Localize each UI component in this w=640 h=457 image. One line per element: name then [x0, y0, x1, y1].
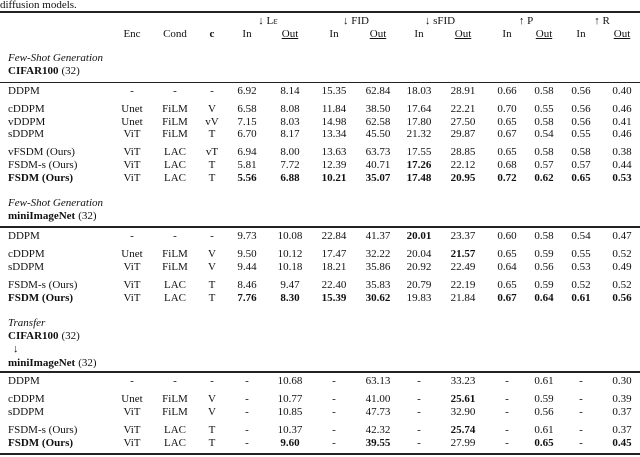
table-cell: -: [505, 393, 509, 405]
table-cell: 0.53: [571, 261, 591, 273]
method-name: FSDM-s (Ours): [8, 159, 78, 171]
table-cell: 13.34: [321, 128, 347, 140]
table-cell: Unet: [121, 393, 143, 405]
table-cell: FiLM: [162, 248, 188, 260]
table-cell: vV: [205, 116, 219, 128]
table-cell: 10.12: [277, 248, 303, 260]
table-cell: 20.95: [450, 172, 476, 184]
table-cell: -: [173, 85, 177, 97]
table-cell: 27.99: [450, 437, 476, 449]
method-name: DDPM: [8, 375, 40, 387]
table-cell: 20.79: [406, 279, 432, 291]
table-cell: T: [208, 159, 216, 171]
table-cell: 10.08: [277, 230, 303, 242]
column-header: In: [576, 28, 586, 40]
metric-group-header: ↑ P: [518, 15, 534, 27]
method-name: vDDPM: [8, 116, 46, 128]
table-cell: 0.47: [612, 230, 632, 242]
table-cell: 0.59: [534, 279, 554, 291]
bottom-rule: [0, 453, 640, 455]
table-cell: -: [417, 393, 421, 405]
target-dataset: [8, 357, 97, 369]
table-cell: 22.49: [450, 261, 476, 273]
table-cell: 14.98: [321, 116, 347, 128]
table-cell: 10.85: [277, 406, 303, 418]
table-cell: ViT: [123, 279, 141, 291]
method-name: FSDM (Ours): [8, 172, 74, 184]
section-setting: Few-Shot Generation: [8, 52, 104, 64]
table-cell: -: [505, 437, 509, 449]
metric-group-header: ↓ FID: [343, 15, 369, 27]
column-header: In: [329, 28, 339, 40]
table-cell: 0.56: [612, 292, 632, 304]
metric-group-header: ↓ Lε: [258, 15, 278, 27]
table-cell: 0.59: [534, 248, 554, 260]
table-cell: 21.57: [450, 248, 476, 260]
section-dataset: [8, 330, 80, 342]
table-cell: 0.61: [571, 292, 591, 304]
table-cell: 0.72: [497, 172, 517, 184]
column-header: c: [209, 28, 215, 40]
table-cell: -: [505, 375, 509, 387]
table-cell: 20.01: [406, 230, 432, 242]
dataset-name: miniImageNet: [8, 210, 76, 222]
table-cell: 0.67: [497, 292, 517, 304]
table-cell: 13.63: [321, 146, 347, 158]
table-cell: ViT: [123, 292, 141, 304]
table-cell: 8.00: [280, 146, 300, 158]
table-cell: -: [210, 85, 214, 97]
table-cell: 18.03: [406, 85, 432, 97]
table-cell: -: [332, 406, 336, 418]
table-cell: 0.37: [612, 406, 632, 418]
table-cell: 12.39: [321, 159, 347, 171]
table-cell: 32.90: [450, 406, 476, 418]
table-cell: FiLM: [162, 261, 188, 273]
table-cell: 0.55: [571, 128, 591, 140]
column-header: Cond: [163, 28, 187, 40]
table-cell: LAC: [164, 159, 186, 171]
dataset-resolution: (32): [61, 65, 80, 77]
table-cell: 19.83: [406, 292, 432, 304]
table-cell: 9.50: [237, 248, 257, 260]
table-cell: 0.56: [571, 103, 591, 115]
table-cell: -: [130, 85, 134, 97]
table-cell: 6.58: [237, 103, 257, 115]
table-cell: 0.70: [497, 103, 517, 115]
table-cell: -: [332, 393, 336, 405]
table-cell: 9.47: [280, 279, 300, 291]
table-cell: 0.58: [534, 85, 554, 97]
table-cell: V: [208, 406, 216, 418]
table-cell: FiLM: [162, 406, 188, 418]
table-cell: T: [208, 437, 216, 449]
table-cell: 7.15: [237, 116, 257, 128]
table-cell: 0.56: [571, 85, 591, 97]
table-cell: Unet: [121, 116, 143, 128]
table-cell: -: [579, 424, 583, 436]
table-cell: ViT: [123, 172, 141, 184]
table-cell: 0.54: [534, 128, 554, 140]
table-cell: -: [173, 375, 177, 387]
method-name: FSDM (Ours): [8, 437, 74, 449]
table-cell: 0.62: [534, 172, 554, 184]
table-cell: 8.14: [280, 85, 300, 97]
table-cell: V: [208, 248, 216, 260]
table-cell: -: [505, 406, 509, 418]
table-cell: 7.72: [280, 159, 300, 171]
table-cell: -: [505, 424, 509, 436]
table-cell: 0.64: [497, 261, 517, 273]
table-cell: FiLM: [162, 128, 188, 140]
table-cell: 0.61: [534, 424, 554, 436]
table-cell: 10.18: [277, 261, 303, 273]
table-cell: V: [208, 103, 216, 115]
table-cell: 0.45: [612, 437, 632, 449]
table-cell: 28.85: [450, 146, 476, 158]
column-header: Out: [454, 28, 472, 40]
table-cell: 10.68: [277, 375, 303, 387]
table-cell: 0.58: [534, 146, 554, 158]
table-cell: 0.52: [612, 279, 632, 291]
table-cell: 9.73: [237, 230, 257, 242]
table-cell: 0.55: [571, 248, 591, 260]
column-header: In: [242, 28, 252, 40]
table-cell: 0.41: [612, 116, 632, 128]
column-header: Out: [281, 28, 299, 40]
dataset-name: CIFAR100: [8, 65, 59, 77]
table-cell: 35.86: [365, 261, 391, 273]
table-cell: -: [332, 375, 336, 387]
section-dataset: [8, 210, 97, 222]
table-cell: 0.39: [612, 393, 632, 405]
table-cell: 9.44: [237, 261, 257, 273]
table-cell: 63.13: [365, 375, 391, 387]
table-cell: 47.73: [365, 406, 391, 418]
dataset-name: miniImageNet: [8, 357, 76, 369]
table-cell: FiLM: [162, 103, 188, 115]
column-header: In: [414, 28, 424, 40]
method-name: FSDM-s (Ours): [8, 279, 78, 291]
table-cell: ViT: [123, 146, 141, 158]
table-cell: 35.07: [365, 172, 391, 184]
table-cell: -: [245, 375, 249, 387]
table-cell: T: [208, 172, 216, 184]
table-cell: -: [173, 230, 177, 242]
table-cell: 0.67: [497, 128, 517, 140]
table-cell: LAC: [164, 437, 186, 449]
table-cell: LAC: [164, 146, 186, 158]
table-cell: 8.46: [237, 279, 257, 291]
table-cell: -: [579, 437, 583, 449]
table-cell: -: [417, 406, 421, 418]
table-cell: 15.39: [321, 292, 347, 304]
table-cell: 0.65: [497, 146, 517, 158]
table-cell: -: [245, 406, 249, 418]
table-cell: 0.66: [497, 85, 517, 97]
table-cell: -: [417, 375, 421, 387]
method-name: FSDM-s (Ours): [8, 424, 78, 436]
table-cell: 30.62: [365, 292, 391, 304]
table-cell: 9.60: [280, 437, 300, 449]
table-cell: ViT: [123, 406, 141, 418]
table-cell: 17.80: [406, 116, 432, 128]
table-cell: ViT: [123, 424, 141, 436]
table-cell: FiLM: [162, 116, 188, 128]
table-cell: 6.94: [237, 146, 257, 158]
table-cell: LAC: [164, 292, 186, 304]
table-cell: 0.30: [612, 375, 632, 387]
table-cell: Unet: [121, 103, 143, 115]
table-cell: 8.30: [280, 292, 300, 304]
table-cell: 29.87: [450, 128, 476, 140]
table-cell: 33.23: [450, 375, 476, 387]
table-cell: 0.58: [534, 116, 554, 128]
column-header: In: [502, 28, 512, 40]
table-cell: LAC: [164, 424, 186, 436]
table-cell: 0.44: [612, 159, 632, 171]
table-cell: -: [210, 230, 214, 242]
table-cell: -: [245, 437, 249, 449]
table-cell: 5.81: [237, 159, 257, 171]
table-cell: T: [208, 279, 216, 291]
table-cell: -: [579, 393, 583, 405]
table-cell: 20.04: [406, 248, 432, 260]
dataset-name: CIFAR100: [8, 330, 59, 342]
method-name: vFSDM (Ours): [8, 146, 75, 158]
column-header: Out: [613, 28, 631, 40]
transfer-arrow: ↓: [13, 343, 19, 355]
section-rule: [0, 226, 640, 228]
table-cell: 0.38: [612, 146, 632, 158]
table-cell: 41.00: [365, 393, 391, 405]
metric-group-header: ↓ sFID: [424, 15, 456, 27]
table-cell: Unet: [121, 248, 143, 260]
method-name: cDDPM: [8, 103, 45, 115]
table-cell: -: [332, 437, 336, 449]
table-cell: 10.77: [277, 393, 303, 405]
table-cell: 0.40: [612, 85, 632, 97]
section-dataset: [8, 65, 80, 77]
table-cell: 8.17: [280, 128, 300, 140]
method-name: sDDPM: [8, 261, 45, 273]
table-cell: 18.21: [321, 261, 347, 273]
table-cell: 45.50: [365, 128, 391, 140]
table-cell: ViT: [123, 261, 141, 273]
table-cell: 0.65: [571, 172, 591, 184]
table-cell: T: [208, 292, 216, 304]
table-cell: 0.61: [534, 375, 554, 387]
table-cell: 0.46: [612, 103, 632, 115]
table-cell: 62.84: [365, 85, 391, 97]
table-cell: -: [130, 375, 134, 387]
table-cell: V: [208, 261, 216, 273]
table-cell: -: [417, 424, 421, 436]
table-cell: 0.60: [497, 230, 517, 242]
table-cell: 40.71: [365, 159, 391, 171]
table-cell: vT: [205, 146, 219, 158]
method-name: sDDPM: [8, 406, 45, 418]
table-cell: V: [208, 393, 216, 405]
table-cell: 39.55: [365, 437, 391, 449]
table-cell: 63.73: [365, 146, 391, 158]
table-cell: 0.37: [612, 424, 632, 436]
metric-group-header: ↑ R: [594, 15, 610, 27]
table-cell: 0.49: [612, 261, 632, 273]
table-cell: 21.84: [450, 292, 476, 304]
table-cell: -: [245, 424, 249, 436]
table-cell: 41.37: [365, 230, 391, 242]
table-cell: 0.57: [571, 159, 591, 171]
method-name: cDDPM: [8, 248, 45, 260]
table-cell: -: [130, 230, 134, 242]
dataset-resolution: (32): [78, 357, 97, 369]
table-cell: 0.56: [571, 116, 591, 128]
table-cell: -: [417, 437, 421, 449]
table-cell: 0.57: [534, 159, 554, 171]
table-cell: 0.54: [571, 230, 591, 242]
dataset-resolution: (32): [61, 330, 80, 342]
table-cell: 27.50: [450, 116, 476, 128]
method-name: DDPM: [8, 85, 40, 97]
table-cell: 6.70: [237, 128, 257, 140]
table-cell: 6.92: [237, 85, 257, 97]
table-cell: 0.58: [571, 146, 591, 158]
table-cell: 0.52: [612, 248, 632, 260]
table-cell: 0.52: [571, 279, 591, 291]
section-rule: [0, 371, 640, 373]
table-cell: 0.65: [534, 437, 554, 449]
table-cell: 17.26: [406, 159, 432, 171]
method-name: DDPM: [8, 230, 40, 242]
table-cell: 0.58: [534, 230, 554, 242]
table-cell: 10.21: [321, 172, 347, 184]
method-name: sDDPM: [8, 128, 45, 140]
column-header: Out: [535, 28, 553, 40]
table-cell: ViT: [123, 159, 141, 171]
top-rule: [0, 11, 640, 13]
table-cell: -: [579, 375, 583, 387]
table-cell: 15.35: [321, 85, 347, 97]
table-cell: 20.92: [406, 261, 432, 273]
table-cell: 22.12: [450, 159, 476, 171]
section-setting: Few-Shot Generation: [8, 197, 104, 209]
table-cell: 17.55: [406, 146, 432, 158]
table-cell: 11.84: [321, 103, 347, 115]
table-cell: 0.55: [534, 103, 554, 115]
table-cell: T: [208, 424, 216, 436]
table-cell: LAC: [164, 279, 186, 291]
table-cell: 35.83: [365, 279, 391, 291]
table-cell: ViT: [123, 437, 141, 449]
table-cell: 21.32: [406, 128, 432, 140]
table-cell: -: [245, 393, 249, 405]
table-cell: 22.19: [450, 279, 476, 291]
table-cell: 22.21: [450, 103, 476, 115]
table-cell: LAC: [164, 172, 186, 184]
table-cell: 0.65: [497, 116, 517, 128]
table-cell: 0.59: [534, 393, 554, 405]
table-cell: 23.37: [450, 230, 476, 242]
section-rule: [0, 82, 640, 83]
dataset-resolution: (32): [78, 210, 97, 222]
table-cell: 10.37: [277, 424, 303, 436]
table-cell: 0.56: [534, 261, 554, 273]
table-cell: 42.32: [365, 424, 391, 436]
table-cell: 8.08: [280, 103, 300, 115]
table-cell: 62.58: [365, 116, 391, 128]
table-cell: 0.64: [534, 292, 554, 304]
table-cell: T: [208, 128, 216, 140]
method-name: cDDPM: [8, 393, 45, 405]
table-cell: 28.91: [450, 85, 476, 97]
caption-fragment: diffusion models.: [0, 0, 77, 11]
table-cell: 0.53: [612, 172, 632, 184]
table-cell: -: [332, 424, 336, 436]
section-setting: Transfer: [8, 317, 46, 329]
table-cell: 8.03: [280, 116, 300, 128]
table-cell: FiLM: [162, 393, 188, 405]
table-cell: 38.50: [365, 103, 391, 115]
table-cell: 7.76: [237, 292, 257, 304]
table-cell: 0.56: [534, 406, 554, 418]
table-cell: 0.65: [497, 248, 517, 260]
table-cell: 22.84: [321, 230, 347, 242]
table-cell: 25.61: [450, 393, 476, 405]
table-cell: 17.47: [321, 248, 347, 260]
table-cell: 32.22: [365, 248, 391, 260]
table-cell: 6.88: [280, 172, 300, 184]
table-cell: ViT: [123, 128, 141, 140]
table-cell: 0.65: [497, 279, 517, 291]
table-cell: 5.56: [237, 172, 257, 184]
table-cell: 0.68: [497, 159, 517, 171]
table-cell: 0.46: [612, 128, 632, 140]
table-cell: 17.64: [406, 103, 432, 115]
table-cell: 25.74: [450, 424, 476, 436]
method-name: FSDM (Ours): [8, 292, 74, 304]
column-header: Enc: [123, 28, 141, 40]
table-cell: 22.40: [321, 279, 347, 291]
column-header: Out: [369, 28, 387, 40]
table-cell: -: [579, 406, 583, 418]
table-cell: -: [210, 375, 214, 387]
table-cell: 17.48: [406, 172, 432, 184]
